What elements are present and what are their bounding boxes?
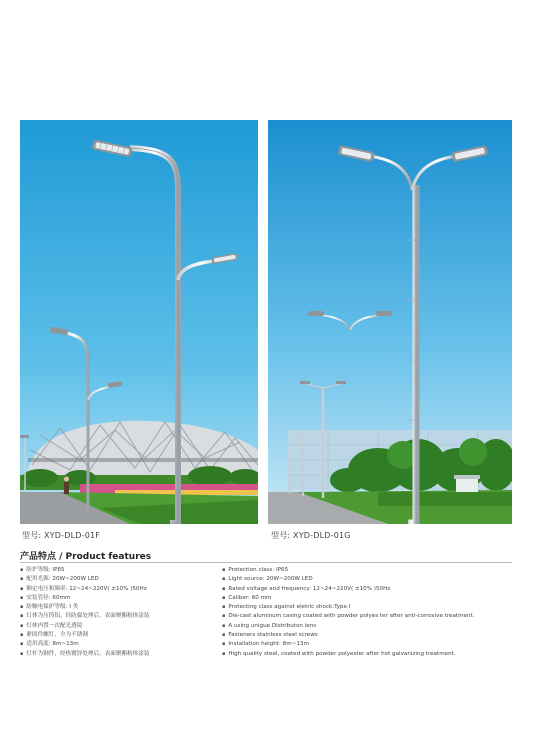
features-heading: 产品特点 / Product features	[20, 552, 152, 562]
feature-item: ▪ 额定电压和频率: 12~24~220V( ±10% )50Hz	[20, 585, 230, 594]
pedestrian	[64, 477, 69, 495]
feature-item: ▪ Light source: 20W~200W LED	[222, 575, 512, 584]
feature-item: ▪ 灯体为压铸铝，经防腐处理后，表面聚酯粉体涂装	[20, 612, 230, 621]
feature-item: ▪ Protection class: IP65	[222, 566, 512, 575]
product-model-caption-01f: 型号: XYD-DLD-01F	[22, 531, 101, 540]
feature-item: ▪ Caliber: 60 mm	[222, 594, 512, 603]
feature-item: ▪ Rated voltage and frequency: 12~24~220V( ±10% )50Hz	[222, 585, 512, 594]
product-model-caption-01g: 型号: XYD-DLD-01G	[271, 531, 351, 540]
feature-item: ▪ High quality steel, coated with powder polyester after hot galvanizing treatment.	[222, 650, 512, 659]
section-divider	[20, 562, 512, 563]
feature-item: ▪ 防护等级: IP65	[20, 566, 230, 575]
feature-item: ▪ 安装管径: 60mm	[20, 594, 230, 603]
product-photo-01f	[20, 120, 258, 524]
feature-item: ▪ 灯体内置一次配光透镜	[20, 622, 230, 631]
feature-item: ▪ A using unigue Distributon lens	[222, 622, 512, 631]
feature-item: ▪ 适用高度: 8m~13m	[20, 640, 230, 649]
kiosk	[456, 478, 478, 492]
feature-item: ▪ Installation height: 8m~13m	[222, 640, 512, 649]
feature-item: ▪ Die-cast aluminum casing coated with powder polyes ter after anti-corrosive treatment.	[222, 612, 512, 621]
feature-item: ▪ 配用光源: 20W~200W LED	[20, 575, 230, 584]
feature-item: ▪ Protecting class against eletric shock:Type I	[222, 603, 512, 612]
feature-item: ▪ 灯杆为钢件，经热镀锌处理后，表面聚酯粉体涂装	[20, 650, 230, 659]
feature-item: ▪ Fasteners stainless steel screws	[222, 631, 512, 640]
feature-item: ▪ 防触电保护等级: I 类	[20, 603, 230, 612]
feature-item: ▪ 紧固件螺钉，全为不锈钢	[20, 631, 230, 640]
features-list-english	[222, 566, 512, 659]
product-photo-01g	[268, 120, 512, 524]
features-list-chinese	[20, 566, 230, 659]
